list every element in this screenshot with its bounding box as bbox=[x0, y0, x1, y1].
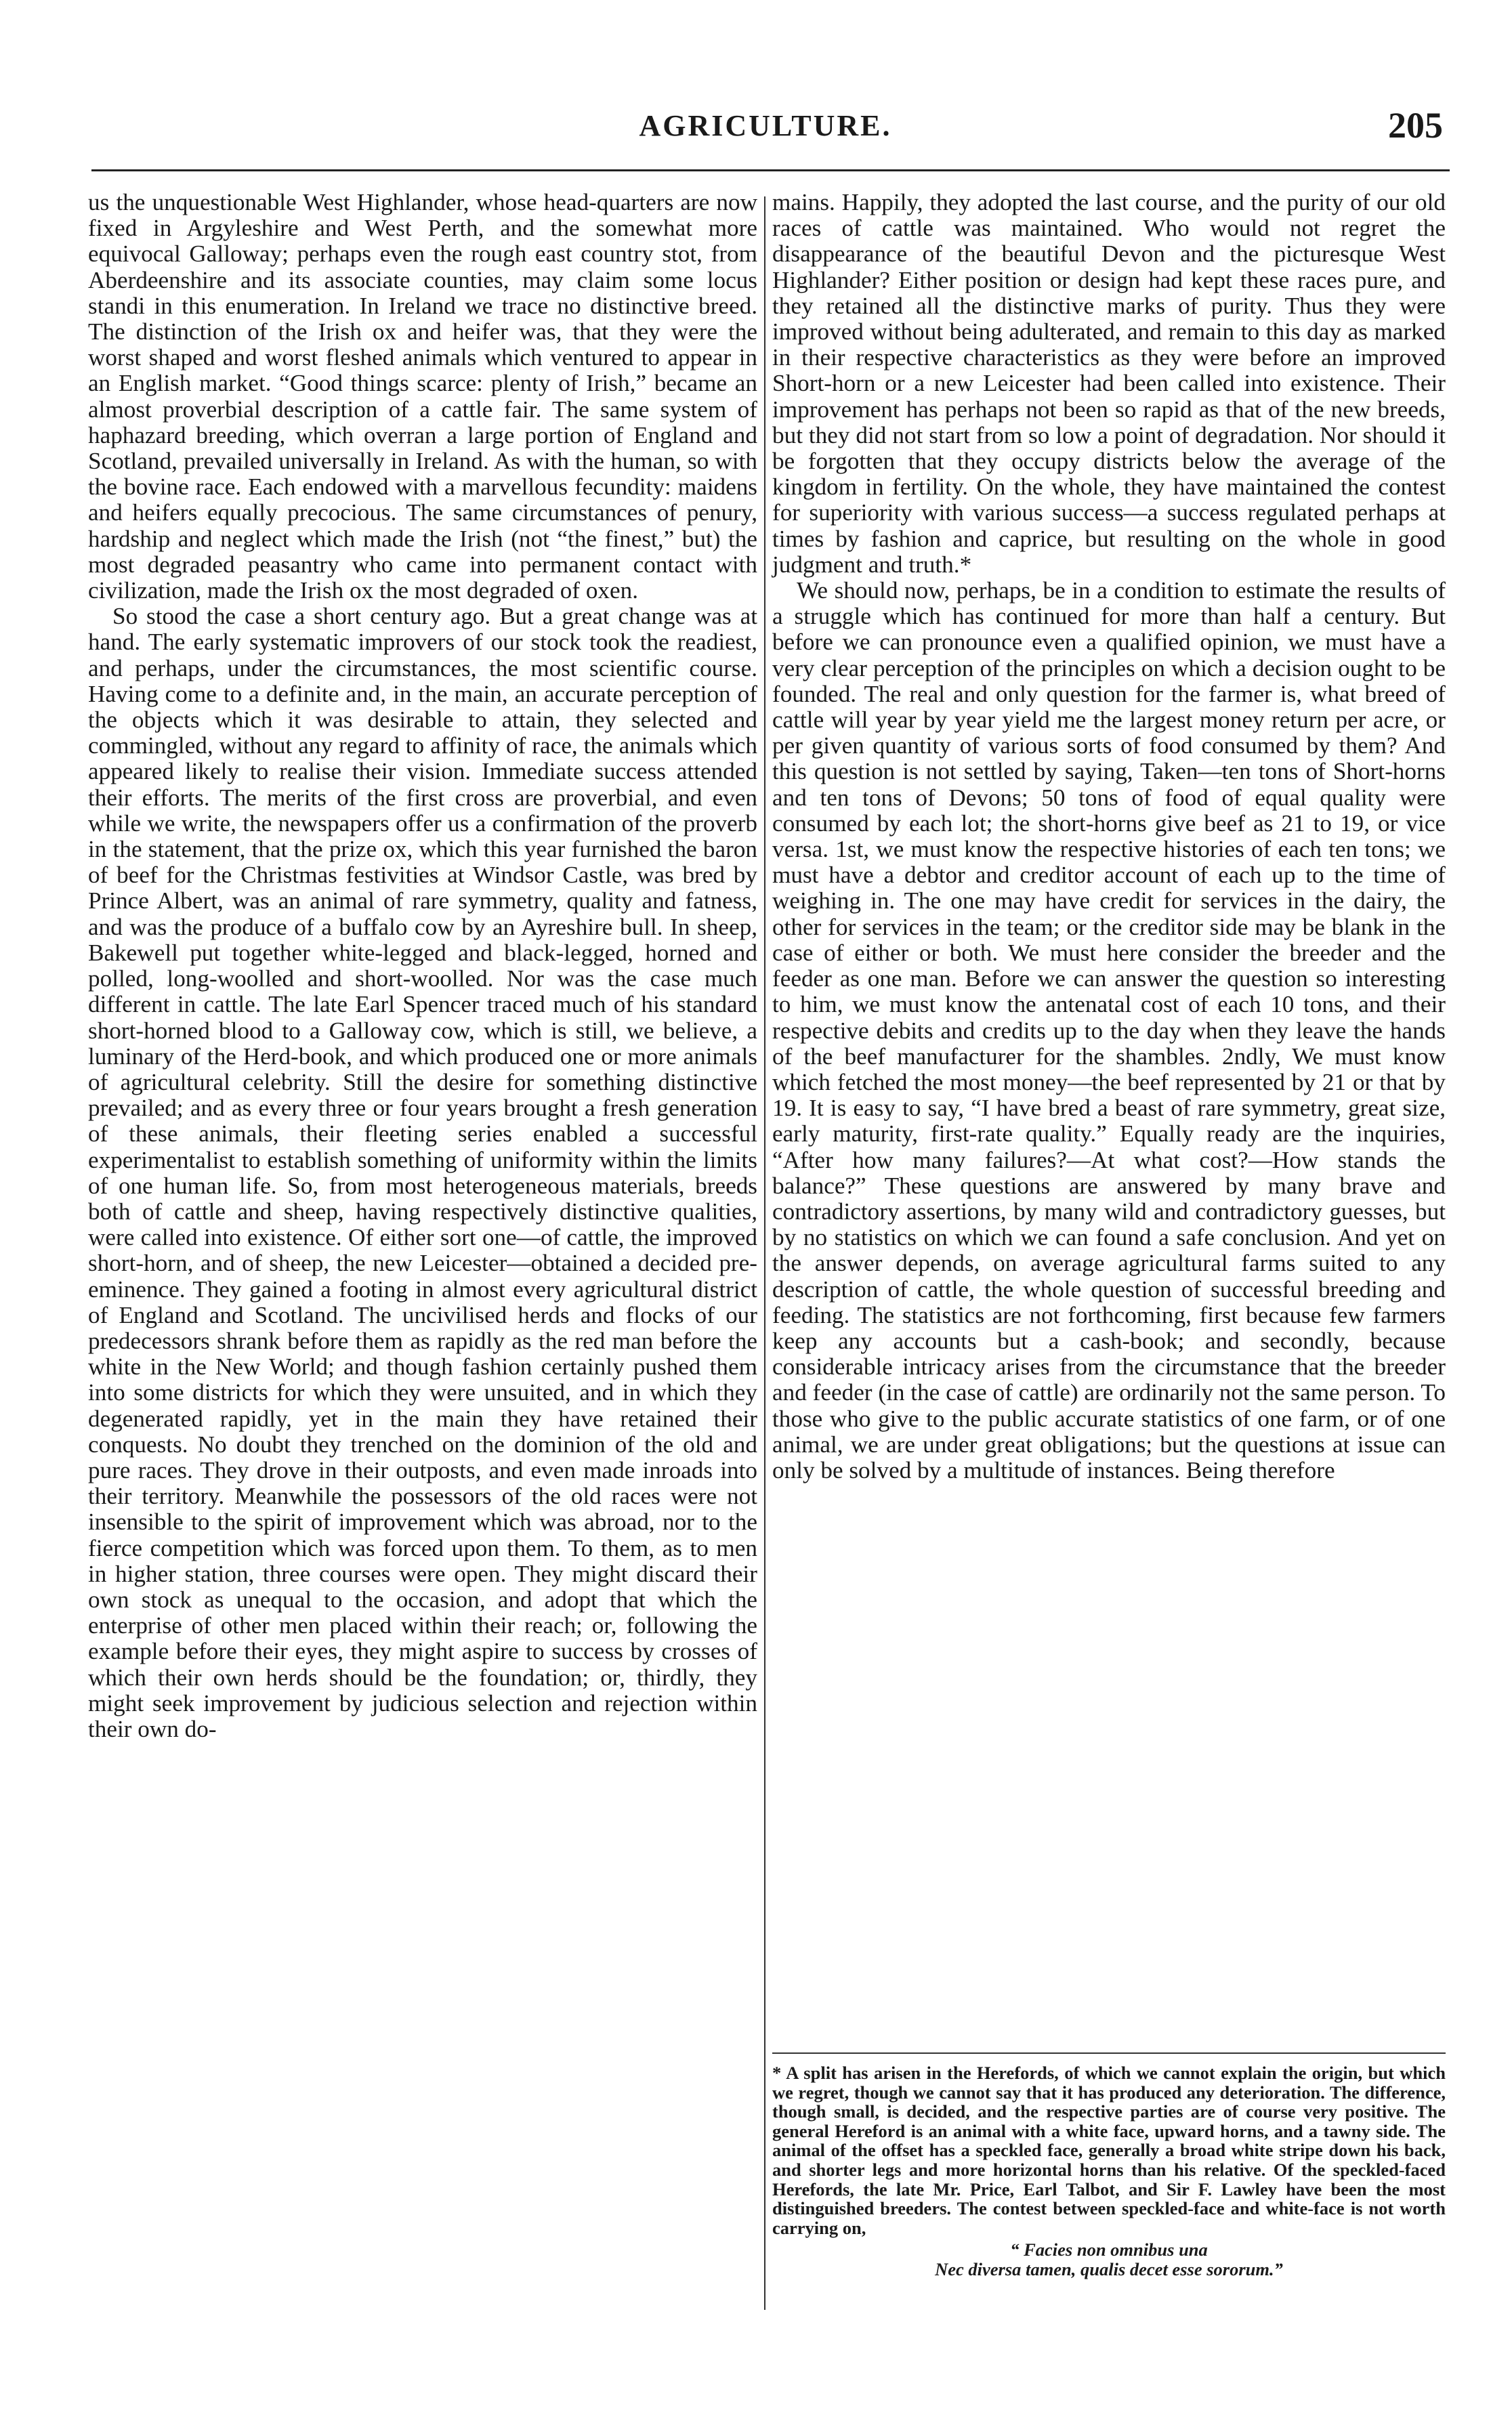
page-header bbox=[88, 105, 1443, 156]
footnote-verse bbox=[772, 2240, 1446, 2279]
footnote-rule bbox=[772, 2052, 1446, 2054]
footnote bbox=[772, 2063, 1446, 2279]
right-paragraph-2: We should now, perhaps, be in a condition to estimate the results of a struggle which has continued for more than half a century. But before we can pronounce even a qualified opinion, we must have a very clear perception of the principles on which a decision ought to be founded. The real and only question for the farmer is, what breed of cattle will year by year yield me the largest money return per acre, or per given quantity of various sorts of food consumed by them? And this question is not settled by saying, Taken—ten tons of Short-horns and ten tons of Devons; 50 tons of food of equal quality were consumed by each lot; the short-horns give beef as 21 to 19, or vice versa. 1st, we must know the respective histories of each ten tons; we must have a debtor and creditor account of each up to the time of weighing in. The one may have credit for services in the dairy, the other for services in the team; or the creditor side may be blank in the case of either or both. We must here consider the breeder and the feeder as one man. Before we can answer the question so interesting to him, we must know the antenatal cost of each 10 tons, and their respective debits and credits up to the day when they leave the hands of the beef manufacturer for the shambles. 2ndly, We must know which fetched the most money—the beef represented by 21 or that by 19. It is easy to say, “I have bred a beast of rare symmetry, great size, early maturity, first-rate quality.” Equally ready are the inquiries, “After how many failures?—At what cost?—How stands the balance?” These questions are answered by many brave and contradictory assertions, by many wild and contradictory guesses, but by no statistics on which we can found a safe conclusion. And yet on the answer depends, on average agricultural farms suited to any description of cattle, the whole question of successful breeding and feeding. The statistics are not forthcoming, first because few farmers keep any accounts but a cash-book; and secondly, because considerable intricacy arises from the circumstance that the breeder and feeder (in the case of cattle) are ordinarily not the same person. To those who give to the public accurate statistics of one farm, or of one animal, we are under great obligations; but the questions at issue can only be solved by a multitude of instances. Being therefore bbox=[772, 577, 1446, 1483]
footnote-text: * A split has arisen in the Herefords, of which we cannot explain the origin, but which we regret, though we cannot say that it has produced any deterioration. The difference, though small, is decided, and the respective parties are of course very positive. The general Hereford is an animal with a white face, upward horns, and a tawny side. The animal of the offset has a speckled face, generally a broad white stripe down his back, and shorter legs and more horizontal horns than his relative. Of the speckled-faced Herefords, the late Mr. Price, Earl Talbot, and Sir F. Lawley have been the most distinguished breeders. The contest between speckled-face and white-face is not worth carrying on, bbox=[772, 2063, 1446, 2238]
right-paragraph-1: mains. Happily, they adopted the last course, and the purity of our old races of cattle was maintained. Who would not regret the disappearance of the beautiful Devon and the picturesque West Highlander? Either position or design had kept these races pure, and they retained all the distinctive marks of purity. Thus they were improved without being adulterated, and remain to this day as marked in their respective characteristics as they were before an improved Short-horn or a new Leicester had been called into existence. Their improvement has perhaps not been so rapid as that of the new breeds, but they did not start from so low a point of degradation. Nor should it be forgotten that they occupy districts below the average of the kingdom in fertility. On the whole, they have maintained the contest for superiority with various success—a success regulated perhaps at times by fashion and caprice, but resulting on the whole in good judgment and truth.* bbox=[772, 189, 1446, 578]
verse-line-1: “ Facies non omnibus una bbox=[1010, 2239, 1208, 2260]
page-number: 205 bbox=[1388, 105, 1443, 146]
verse-line-2: Nec diversa tamen, qualis decet esse sororum.” bbox=[935, 2258, 1283, 2279]
column-divider bbox=[764, 196, 765, 2310]
left-column bbox=[88, 190, 757, 1742]
header-rule bbox=[91, 169, 1450, 171]
left-paragraph-1: us the unquestionable West Highlander, whose head-quarters are now fixed in Argyleshire and West Perth, and the somewhat more equivocal Galloway; perhaps even the rough east country stot, from Aberdeenshire and its associate counties, may claim some locus standi in this enumeration. In Ireland we trace no distinctive breed. The distinction of the Irish ox and heifer was, that they were the worst shaped and worst fleshed animals which ventured to appear in an English market. “Good things scarce: plenty of Irish,” became an almost proverbial description of a cattle fair. The same system of haphazard breeding, which overran a large portion of England and Scotland, prevailed universally in Ireland. As with the human, so with the bovine race. Each endowed with a marvellous fecundity: maidens and heifers equally precocious. The same circumstances of penury, hardship and neglect which made the Irish (not “the finest,” but) the most degraded peasantry who came into permanent contact with civilization, made the Irish ox the most degraded of oxen. bbox=[88, 189, 757, 604]
right-column bbox=[772, 190, 1446, 1483]
left-paragraph-2: So stood the case a short century ago. But a great change was at hand. The early systematic improvers of our stock took the readiest, and perhaps, under the circumstances, the most scientific course. Having come to a definite and, in the main, an accurate perception of the objects which it was desirable to attain, they selected and commingled, without any regard to affinity of race, the animals which appeared likely to realise their vision. Immediate success attended their efforts. The merits of the first cross are proverbial, and even while we write, the newspapers offer us a confirmation of the proverb in the statement, that the prize ox, which this year furnished the baron of beef for the Christmas festivities at Windsor Castle, was bred by Prince Albert, was an animal of rare symmetry, quality and fatness, and was the produce of a buffalo cow by an Ayreshire bull. In sheep, Bakewell put together white-legged and black-legged, horned and polled, long-woolled and short-woolled. Nor was the case much different in cattle. The late Earl Spencer traced much of his standard short-horned blood to a Galloway cow, which is still, we believe, a luminary of the Herd-book, and which produced one or more animals of agricultural celebrity. Still the desire for something distinctive prevailed; and as every three or four years brought a fresh generation of these animals, their fleeting series enabled a successful experimentalist to establish something of uniformity within the limits of one human life. So, from most heterogeneous materials, breeds both of cattle and sheep, having respectively distinctive qualities, were called into existence. Of either sort one—of cattle, the improved short-horn, and of sheep, the new Leicester—obtained a decided pre-eminence. They gained a footing in almost every agricultural district of England and Scotland. The uncivilised herds and flocks of our predecessors shrank before them as rapidly as the red man before the white in the New World; and though fashion certainly pushed them into some districts for which they were unsuited, and in which they degenerated rapidly, yet in the main they have retained their conquests. No doubt they trenched on the dominion of the old and pure races. They drove in their outposts, and even made inroads into their territory. Meanwhile the possessors of the old races were not insensible to the spirit of improvement which was abroad, nor to the fierce competition which was forced upon them. To them, as to men in higher station, three courses were open. They might discard their own stock as unequal to the occasion, and adopt that which the enterprise of other men placed within their reach; or, following the example before their eyes, they might aspire to success by crosses of which their own herds should be the foundation; or, thirdly, they might seek improvement by judicious selection and rejection within their own do- bbox=[88, 603, 757, 1742]
running-head: AGRICULTURE. bbox=[639, 109, 892, 142]
